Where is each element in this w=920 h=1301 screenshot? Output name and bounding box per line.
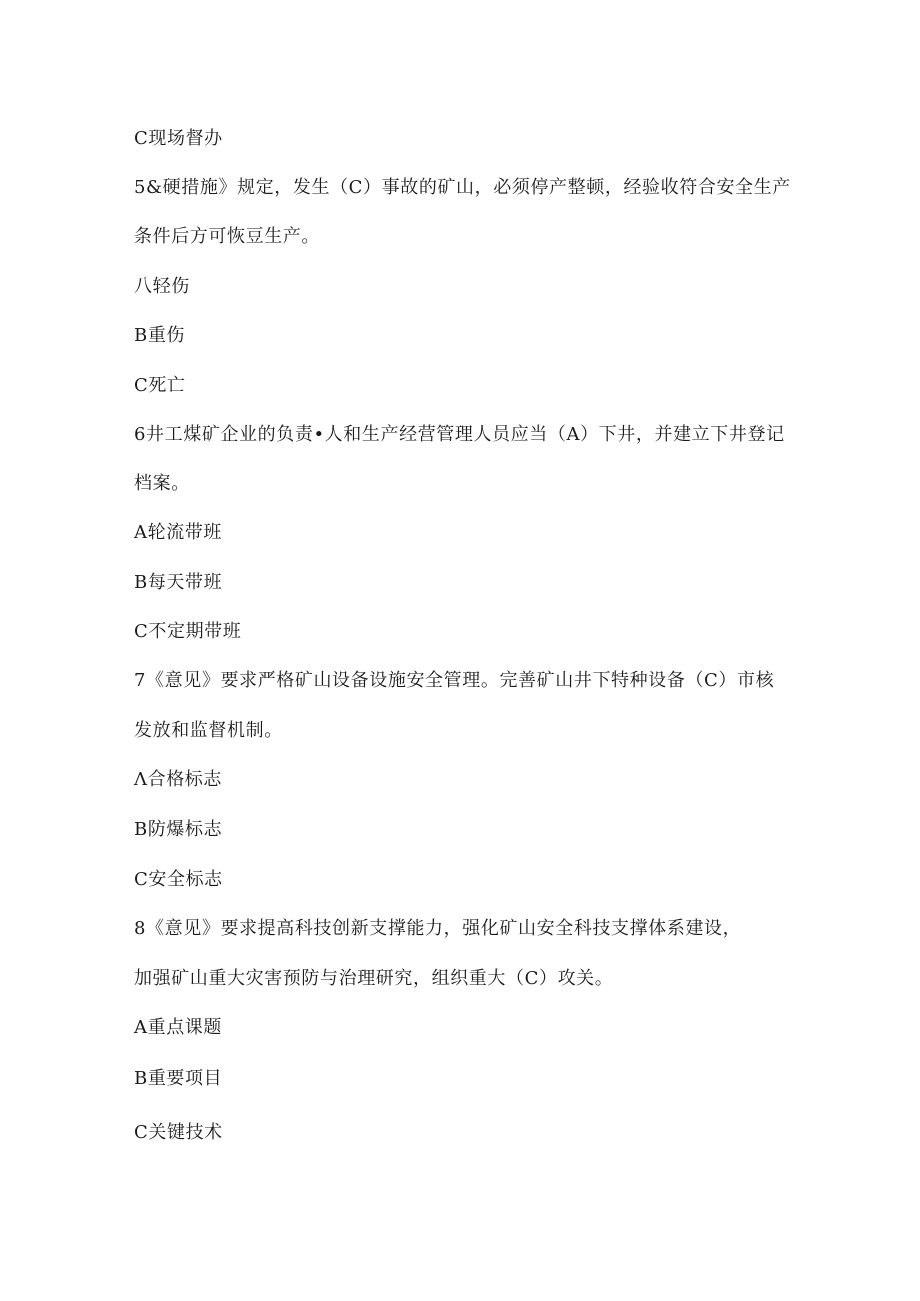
option-text: A轮流带班 xyxy=(134,522,222,543)
option-text: A重点课题 xyxy=(134,1017,222,1038)
question-text: 6井工煤矿企业的负责•人和生产经营管理人员应当（A）下井，并建立下井登记 xyxy=(134,424,785,445)
option-text: C不定期带班 xyxy=(134,621,242,642)
question-text-continued: 加强矿山重大灾害预防与治理研究，组织重大（C）攻关。 xyxy=(134,968,614,989)
option-text: C关键技术 xyxy=(134,1122,223,1143)
option-text: Λ合格标志 xyxy=(134,769,222,790)
option-text: C安全标志 xyxy=(134,869,223,890)
question-text-continued: 条件后方可恢豆生产。 xyxy=(134,226,320,247)
question-text: 7《意见》要求严格矿山设备设施安全管理。完善矿山井下特种设备（C）市核 xyxy=(134,670,775,691)
option-text: B重伤 xyxy=(134,325,186,346)
question-text-continued: 发放和监督机制。 xyxy=(134,720,283,741)
question-text: 8《意见》要求提高科技创新支撑能力，强化矿山安全科技支撑体系建设， xyxy=(134,918,742,939)
option-text: B重要项目 xyxy=(134,1068,223,1089)
option-text: B每天带班 xyxy=(134,572,223,593)
option-text: C死亡 xyxy=(134,375,186,396)
option-text: B防爆标志 xyxy=(134,819,223,840)
question-text: 5&硬措施》规定，发生（C）事故的矿山，必须停产整顿，经验收符合安全生产 xyxy=(134,177,791,198)
option-text: C现场督办 xyxy=(134,128,223,149)
option-text: 八轻伤 xyxy=(134,276,190,297)
question-text-continued: 档案。 xyxy=(134,473,190,494)
